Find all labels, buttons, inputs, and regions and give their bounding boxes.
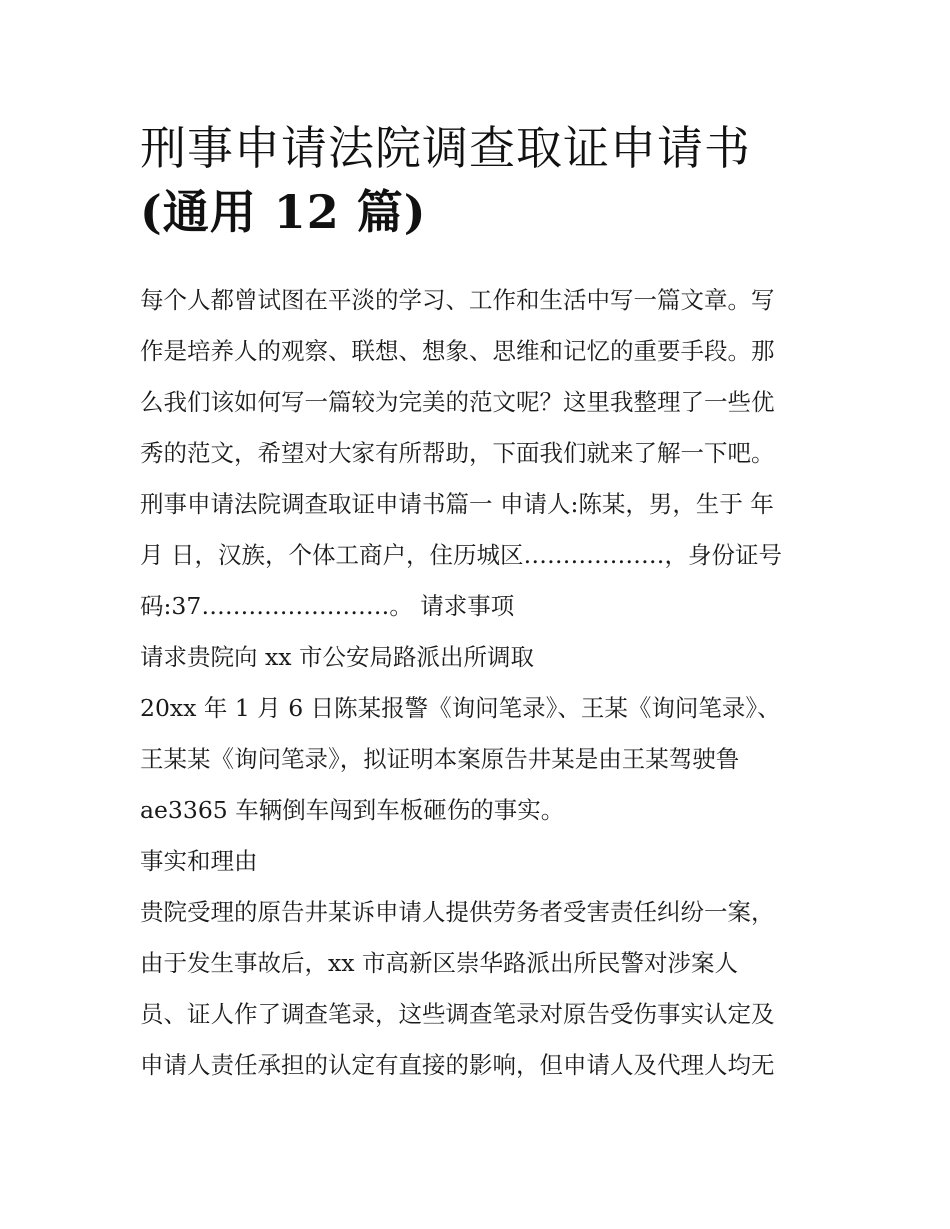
document-body <box>140 275 820 1091</box>
body-line: 申请人责任承担的认定有直接的影响，但申请人及代理人均无 <box>140 1051 775 1079</box>
body-line: 20xx 年 1 月 6 日陈某报警《询问笔录》、王某《询问笔录》、 <box>140 694 781 722</box>
body-line: 每个人都曾试图在平淡的学习、工作和生活中写一篇文章。写 <box>140 286 775 314</box>
body-line: ae3365 车辆倒车闯到车板砸伤的事实。 <box>140 796 565 824</box>
body-line: 请求贵院向 xx 市公安局路派出所调取 <box>140 643 534 671</box>
section-heading-facts: 事实和理由 <box>140 847 258 875</box>
title-line-2: (通用 12 篇) <box>140 185 427 239</box>
title-line-1: 刑事申请法院调查取证申请书 <box>140 121 751 175</box>
document-title <box>140 116 840 244</box>
body-line: 月 日，汉族，个体工商户，住历城区………………，身份证号 <box>140 541 782 569</box>
body-line: 刑事申请法院调查取证申请书篇一 申请人:陈某，男，生于 年 <box>140 490 774 518</box>
body-line: 员、证人作了调查笔录，这些调查笔录对原告受伤事实认定及 <box>140 1000 775 1028</box>
body-line: 贵院受理的原告井某诉申请人提供劳务者受害责任纠纷一案， <box>140 898 775 926</box>
body-line: 么我们该如何写一篇较为完美的范文呢？这里我整理了一些优 <box>140 388 775 416</box>
body-line: 秀的范文，希望对大家有所帮助，下面我们就来了解一下吧。 <box>140 439 775 467</box>
body-line: 王某某《询问笔录》，拟证明本案原告井某是由王某驾驶鲁 <box>140 745 740 773</box>
body-line: 作是培养人的观察、联想、想象、思维和记忆的重要手段。那 <box>140 337 775 365</box>
body-line: 由于发生事故后，xx 市高新区崇华路派出所民警对涉案人 <box>140 949 738 977</box>
body-line: 码:37……………………。 请求事项 <box>140 592 515 620</box>
